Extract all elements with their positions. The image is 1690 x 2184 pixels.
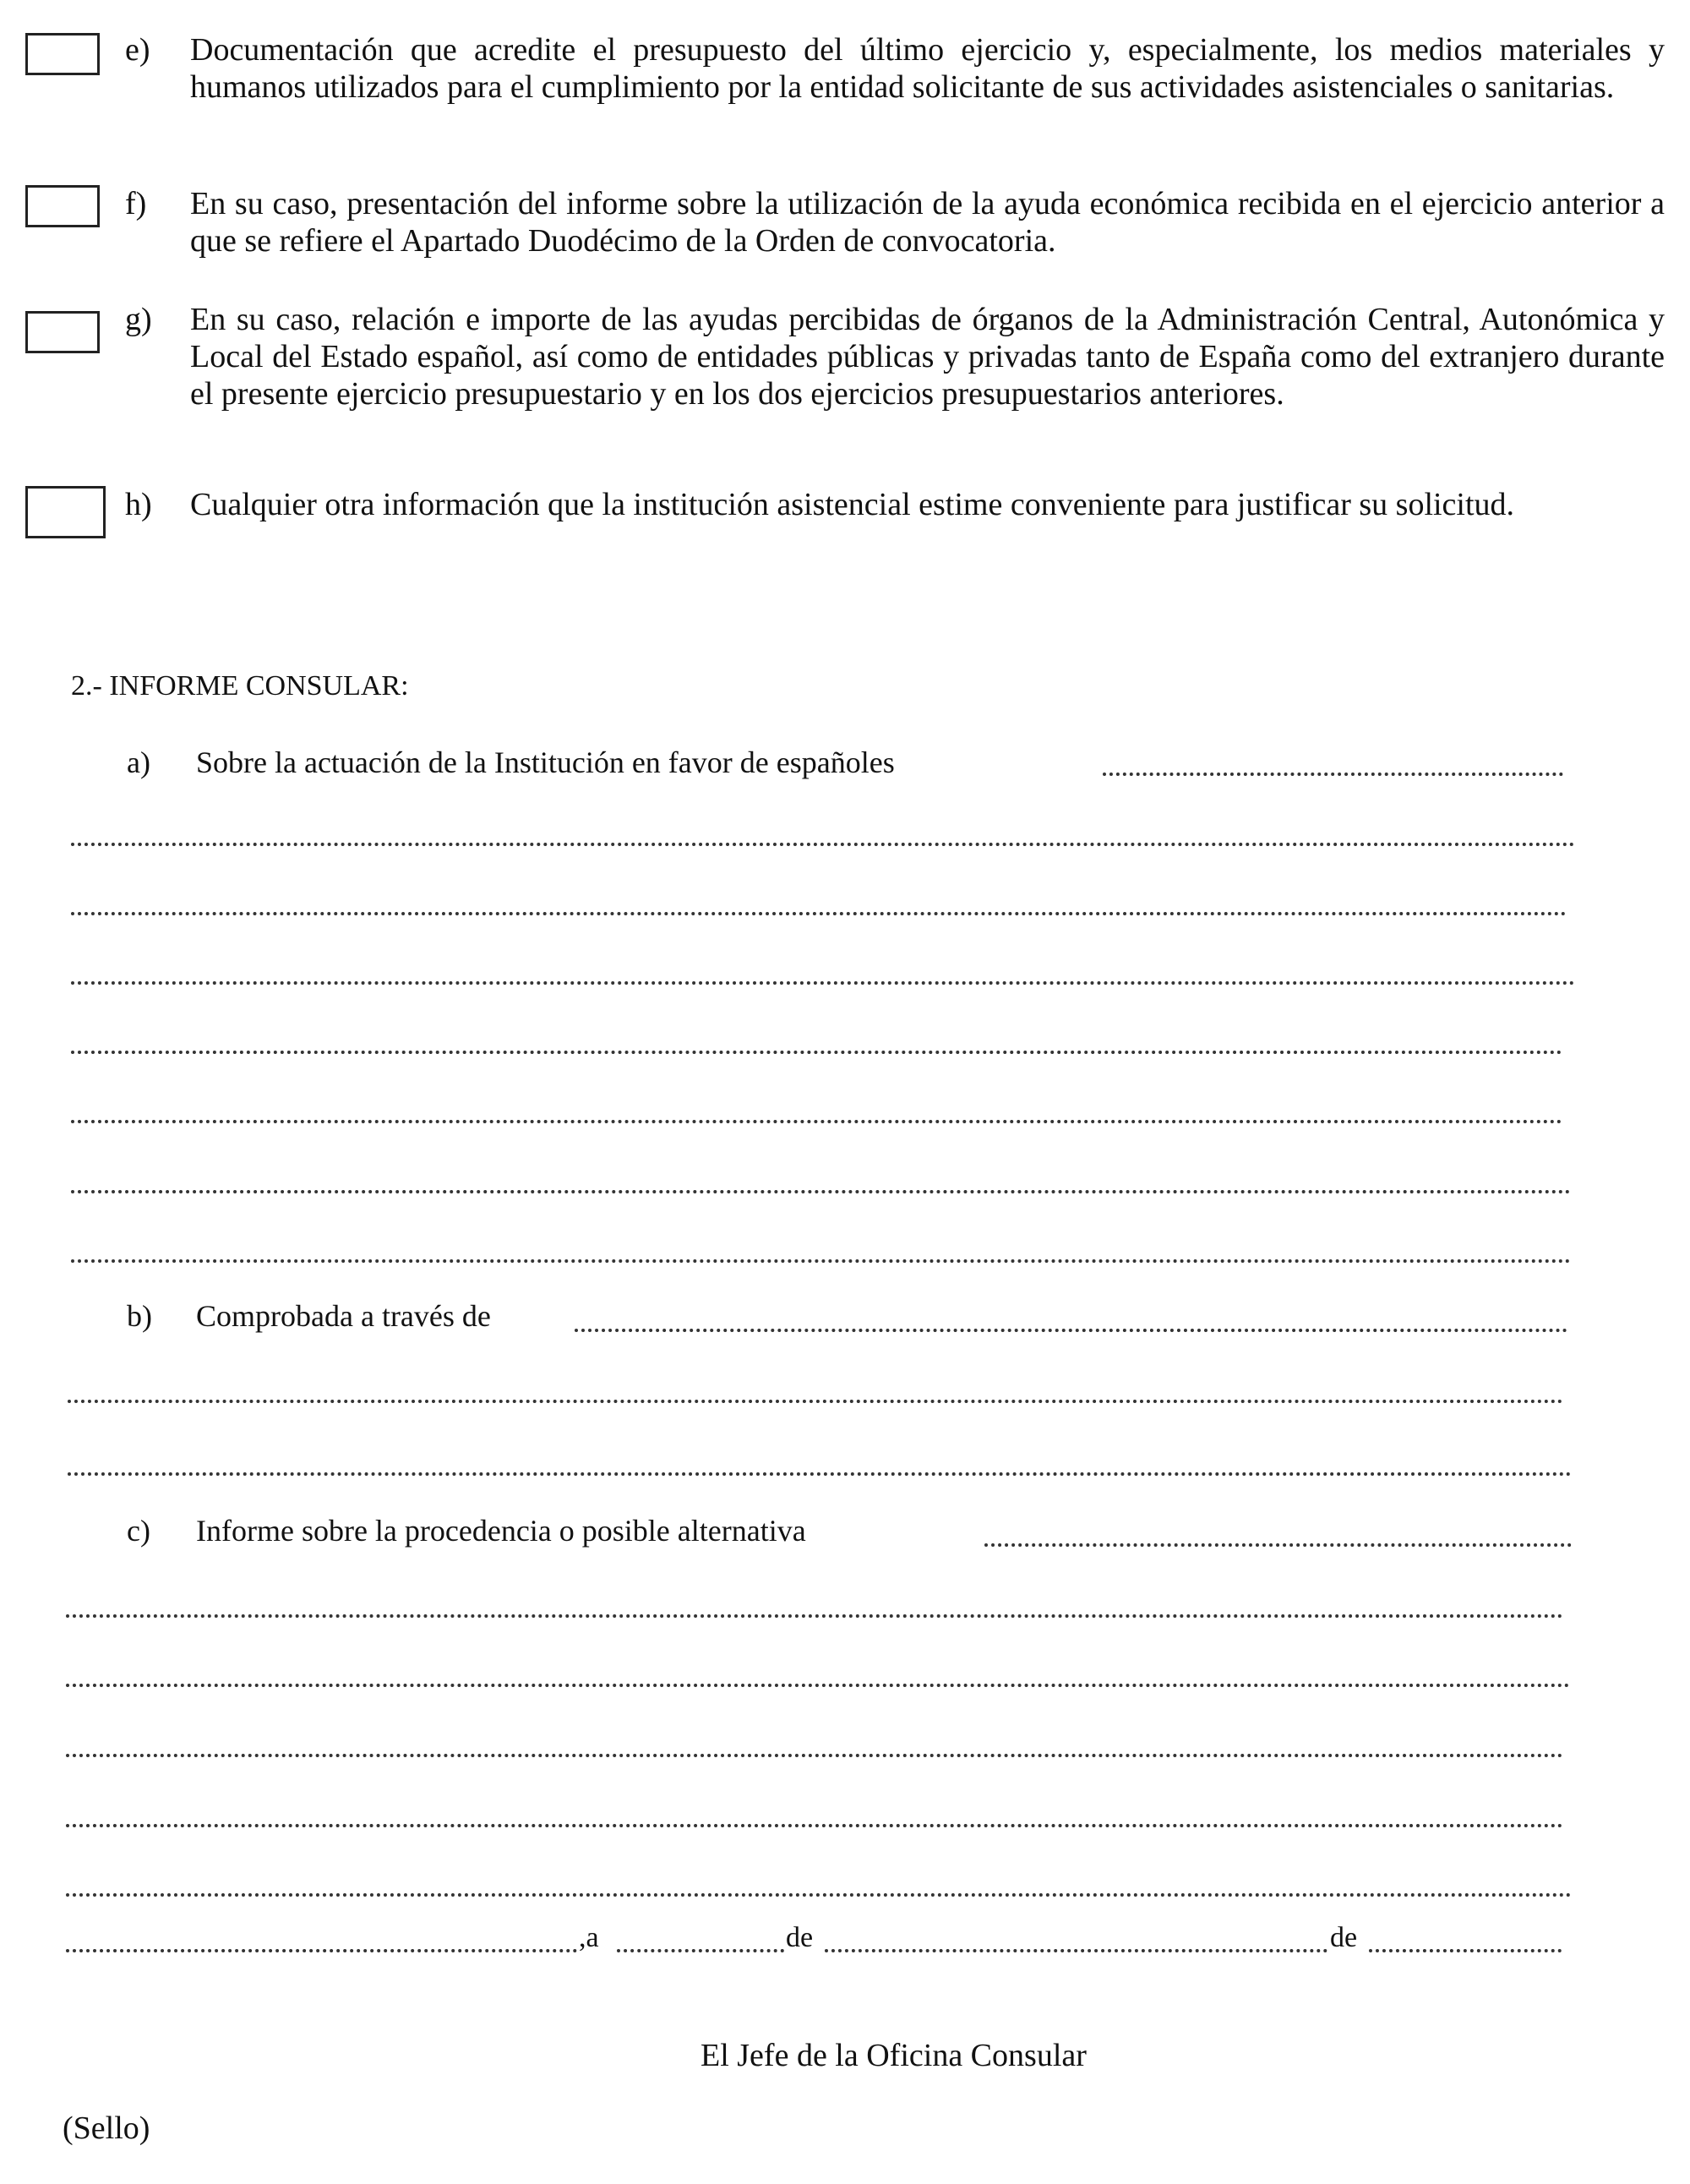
item-letter: h) [125, 487, 152, 522]
item-letter: e) [125, 32, 150, 68]
item-text: Documentación que acredite el presupuesto del último ejercicio y, especialmente, los medios materiales y humanos utilizados para el cumplimiento por la entidad solicitante de sus actividades asistenciales o sanitarias. [190, 32, 1665, 105]
item-text: En su caso, relación e importe de las ayudas percibidas de órganos de la Administración Central, Autonómica y Local del Estado español, así como de entidades públicas y privadas tanto de España como del extranjero durante el presente ejercicio presupuestario y en los dos ejercicios presupuestarios anteriores. [190, 302, 1665, 412]
fill-line[interactable] [68, 1400, 1563, 1403]
subsection-letter: a) [127, 745, 150, 779]
fill-line[interactable] [71, 1259, 1571, 1263]
fill-line[interactable] [71, 912, 1567, 915]
subsection-c-label [127, 1514, 806, 1548]
subsection-text: Comprobada a través de [196, 1299, 491, 1333]
fill-line[interactable] [71, 981, 1575, 985]
fill-line[interactable] [66, 1614, 1563, 1618]
checkbox-g[interactable] [25, 311, 100, 353]
date-word: de [1330, 1922, 1358, 1953]
day-field[interactable] [617, 1949, 784, 1952]
date-word: de [786, 1922, 814, 1953]
section-title: 2.- INFORME CONSULAR: [71, 670, 409, 702]
fill-line[interactable] [66, 1824, 1563, 1827]
fill-line[interactable] [71, 843, 1575, 846]
subsection-text: Informe sobre la procedencia o posible alternativa [196, 1514, 806, 1548]
fill-line[interactable] [66, 1893, 1572, 1897]
place-field[interactable] [66, 1949, 577, 1952]
checklist-item-f [25, 185, 1665, 270]
date-line [66, 1921, 1562, 1958]
date-word: ,a [579, 1922, 599, 1953]
fill-line[interactable] [71, 1190, 1571, 1193]
fill-line[interactable] [66, 1754, 1563, 1757]
checklist-item-g [25, 301, 1665, 461]
subsection-a-label [127, 745, 895, 779]
item-letter: g) [125, 302, 152, 337]
subsection-b-label [127, 1299, 491, 1333]
checkbox-f[interactable] [25, 185, 100, 227]
subsection-letter: b) [127, 1299, 152, 1333]
item-text: Cualquier otra información que la institución asistencial estime conveniente para justificar su solicitud. [190, 487, 1515, 522]
checkbox-h[interactable] [25, 486, 106, 538]
year-field[interactable] [1369, 1949, 1562, 1952]
checklist-item-e [25, 31, 1665, 150]
stamp-label: (Sello) [63, 2110, 150, 2146]
fill-line[interactable] [575, 1329, 1567, 1332]
subsection-text: Sobre la actuación de la Institución en favor de españoles [196, 745, 895, 779]
month-field[interactable] [825, 1949, 1327, 1952]
checkbox-e[interactable] [25, 33, 100, 75]
fill-line[interactable] [984, 1543, 1572, 1547]
fill-line[interactable] [1103, 773, 1563, 776]
fill-line[interactable] [68, 1472, 1572, 1476]
signature-label: El Jefe de la Oficina Consular [701, 2038, 1087, 2073]
checklist-item-h [25, 486, 1665, 571]
fill-line[interactable] [71, 1120, 1562, 1123]
item-letter: f) [125, 186, 147, 221]
fill-line[interactable] [66, 1684, 1570, 1687]
fill-line[interactable] [71, 1051, 1562, 1054]
item-text: En su caso, presentación del informe sobre la utilización de la ayuda económica recibida en el ejercicio anterior a que se refiere el Apartado Duodécimo de la Orden de convocatoria. [190, 186, 1665, 259]
subsection-letter: c) [127, 1514, 150, 1548]
